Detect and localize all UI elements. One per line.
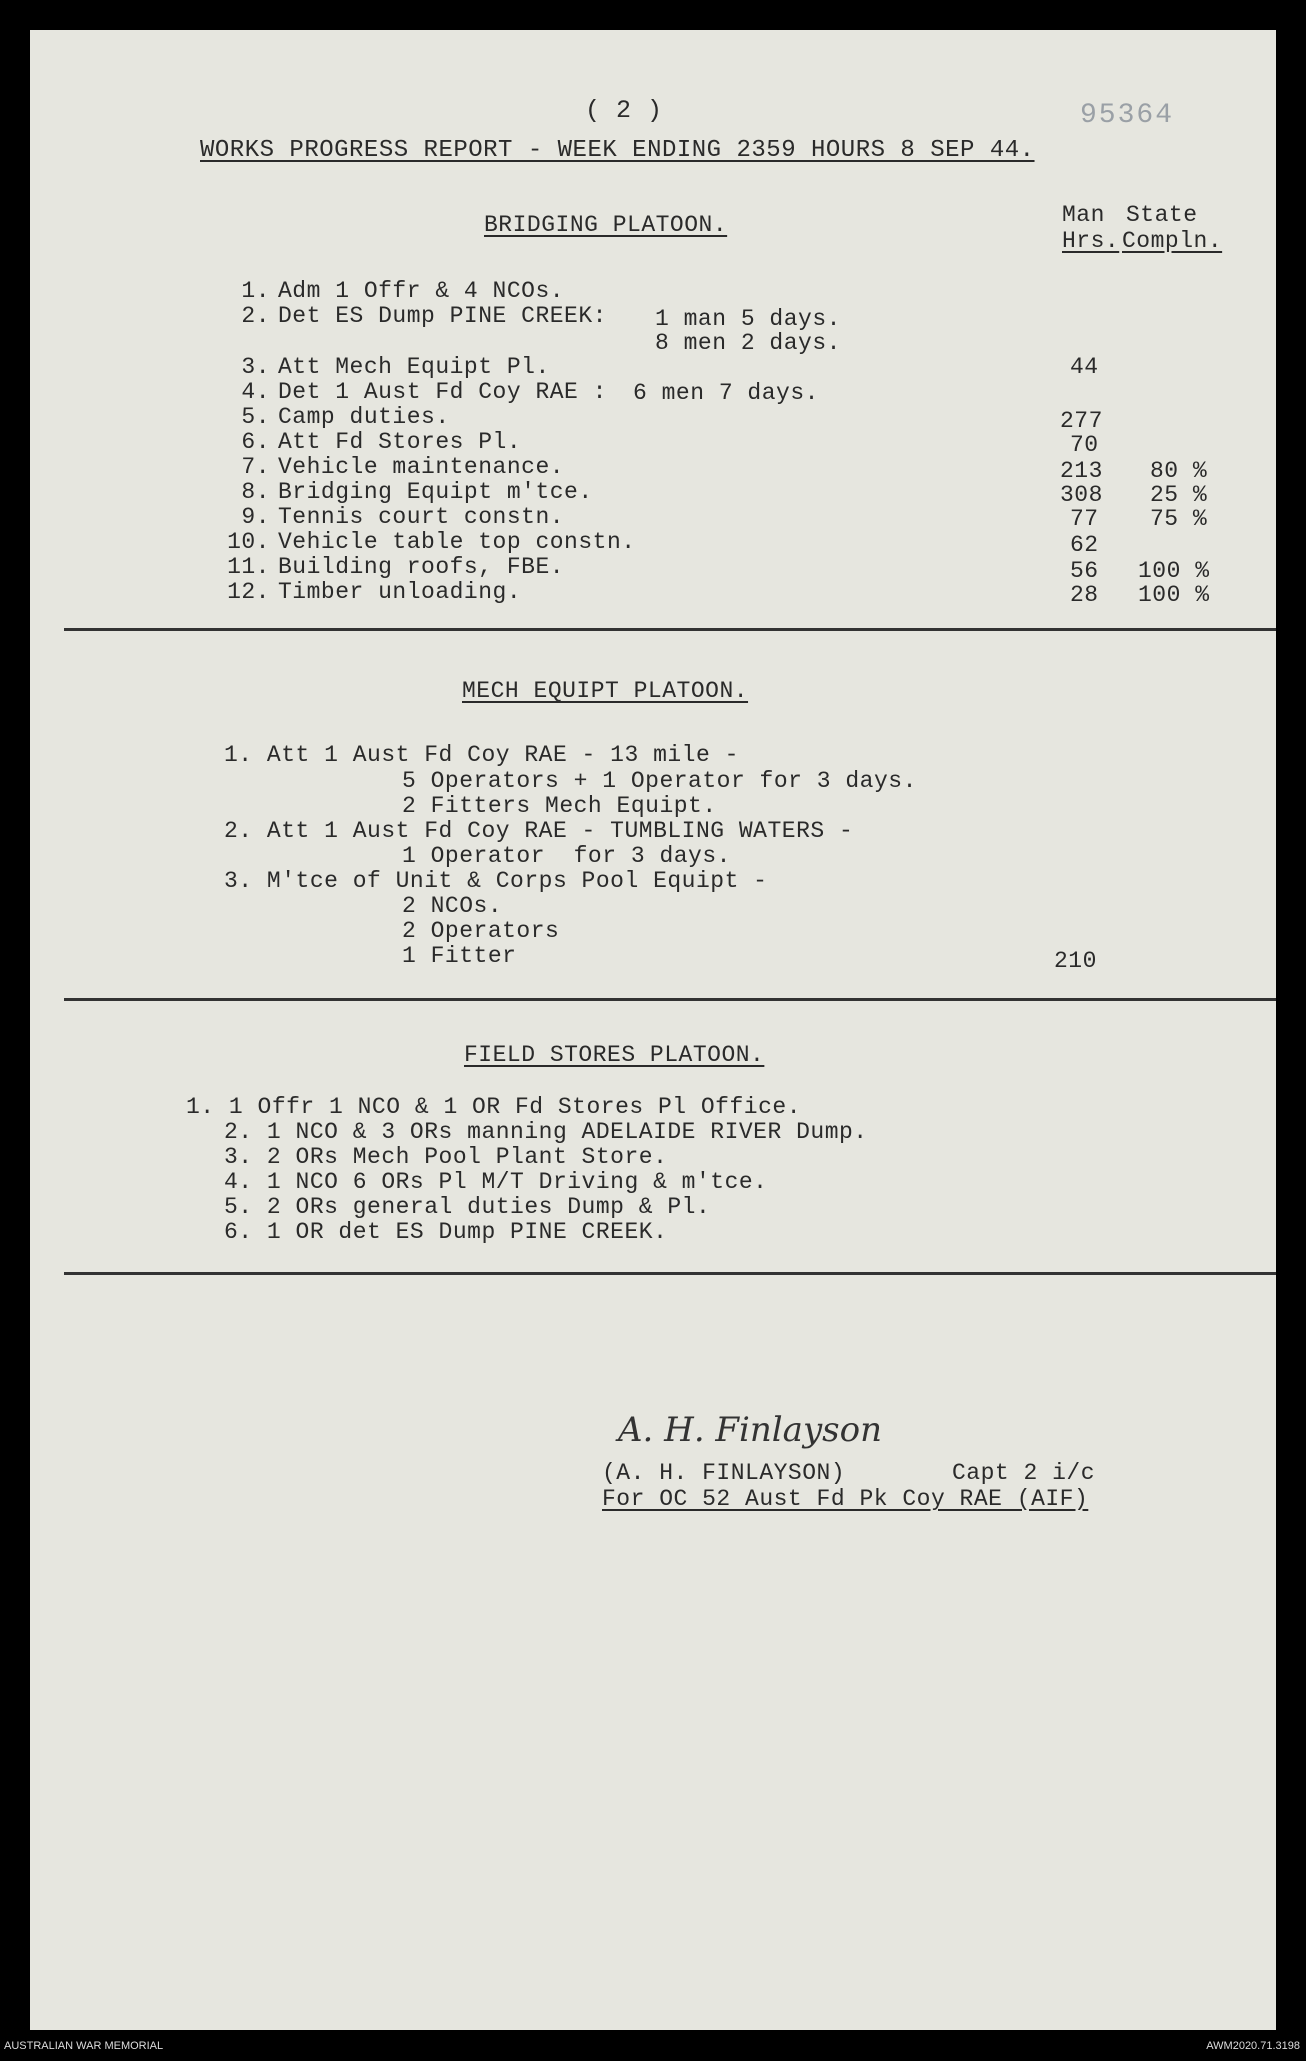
- field-line: 2. 1 NCO & 3 ORs manning ADELAIDE RIVER Dump.: [224, 1119, 868, 1145]
- bridging-item-state: 75 %: [1150, 506, 1208, 532]
- report-title: WORKS PROGRESS REPORT - WEEK ENDING 2359 HOURS 8 SEP 44.: [200, 137, 1035, 164]
- bridging-item-state: 100 %: [1138, 558, 1210, 584]
- section-divider: [64, 998, 1276, 1001]
- bridging-item-text: Vehicle maintenance.: [278, 454, 565, 480]
- bridging-item-text: Adm 1 Offr & 4 NCOs.: [278, 278, 565, 304]
- archive-stamp: 95364: [1080, 100, 1175, 131]
- bridging-item-text: Att Fd Stores Pl.: [278, 429, 522, 455]
- footer-right: AWM2020.71.3198: [1206, 2040, 1300, 2052]
- section-divider: [64, 1272, 1276, 1275]
- section-divider: [64, 628, 1276, 631]
- bridging-item-num: 5.: [241, 404, 270, 430]
- bridging-heading: BRIDGING PLATOON.: [484, 212, 728, 238]
- bridging-item-text: Camp duties.: [278, 404, 450, 430]
- bridging-item-num: 7.: [241, 454, 270, 480]
- bridging-item-extra: 1 man 5 days.: [655, 306, 841, 332]
- bridging-item-hrs: 77: [1070, 506, 1099, 532]
- bridging-item-hrs: 308: [1060, 482, 1103, 508]
- mech-line: 5 Operators + 1 Operator for 3 days.: [402, 768, 917, 794]
- bridging-item-extra: 6 men 7 days.: [633, 380, 819, 406]
- bridging-item-num: 11.: [227, 554, 270, 580]
- footer-left: AUSTRALIAN WAR MEMORIAL: [4, 2040, 164, 2052]
- signatory-for: For OC 52 Aust Fd Pk Coy RAE (AIF): [602, 1486, 1089, 1512]
- bridging-item-num: 4.: [241, 379, 270, 405]
- bridging-item-text: Bridging Equipt m'tce.: [278, 479, 593, 505]
- mech-line: 2 NCOs.: [402, 893, 503, 919]
- mech-line: 1 Operator for 3 days.: [402, 843, 731, 869]
- bridging-item-hrs: 56: [1070, 558, 1099, 584]
- bridging-item-text: Att Mech Equipt Pl.: [278, 354, 550, 380]
- bridging-item-num: 12.: [227, 579, 270, 605]
- bridging-item-num: 6.: [241, 429, 270, 455]
- man-hrs-header-2: Hrs.: [1062, 228, 1120, 254]
- bridging-item-num: 3.: [241, 354, 270, 380]
- bridging-item-hrs: 277: [1060, 408, 1103, 434]
- mech-hrs: 210: [1054, 948, 1097, 974]
- bridging-item-num: 8.: [241, 479, 270, 505]
- handwritten-signature: A. H. Finlayson: [618, 1410, 882, 1450]
- mech-line: 1 Fitter: [402, 943, 517, 969]
- mech-line: 2. Att 1 Aust Fd Coy RAE - TUMBLING WATERS -: [224, 818, 854, 844]
- mech-line: 2 Operators: [402, 918, 560, 944]
- mech-line: 2 Fitters Mech Equipt.: [402, 793, 717, 819]
- bridging-item-num: 10.: [227, 529, 270, 555]
- bridging-item-state: 80 %: [1150, 458, 1208, 484]
- field-heading: FIELD STORES PLATOON.: [464, 1042, 765, 1068]
- bridging-item-hrs: 44: [1070, 354, 1099, 380]
- field-line: 4. 1 NCO 6 ORs Pl M/T Driving & m'tce.: [224, 1169, 768, 1195]
- bridging-item-text: Vehicle table top constn.: [278, 529, 636, 555]
- mech-line: 3. M'tce of Unit & Corps Pool Equipt -: [224, 868, 768, 894]
- signatory-name: (A. H. FINLAYSON): [602, 1460, 846, 1486]
- bridging-item-state: 100 %: [1138, 582, 1210, 608]
- page-number: ( 2 ): [585, 96, 663, 125]
- bridging-item-text: Det 1 Aust Fd Coy RAE :: [278, 379, 607, 405]
- field-line: 1. 1 Offr 1 NCO & 1 OR Fd Stores Pl Office.: [186, 1094, 801, 1120]
- mech-line: 1. Att 1 Aust Fd Coy RAE - 13 mile -: [224, 742, 739, 768]
- bridging-item-hrs: 213: [1060, 458, 1103, 484]
- bridging-item-text: Timber unloading.: [278, 579, 522, 605]
- man-hrs-header-1: Man: [1062, 202, 1105, 228]
- bridging-item-state: 25 %: [1150, 482, 1208, 508]
- bridging-item-num: 2.: [241, 303, 270, 329]
- bridging-item-num: 1.: [241, 278, 270, 304]
- document-page: [30, 30, 1276, 2030]
- field-line: 3. 2 ORs Mech Pool Plant Store.: [224, 1144, 668, 1170]
- bridging-item-hrs: 70: [1070, 432, 1099, 458]
- bridging-item-hrs: 28: [1070, 582, 1099, 608]
- field-line: 6. 1 OR det ES Dump PINE CREEK.: [224, 1219, 668, 1245]
- signatory-rank: Capt 2 i/c: [952, 1460, 1096, 1486]
- bridging-item-text: Building roofs, FBE.: [278, 554, 565, 580]
- state-header-1: State: [1126, 202, 1198, 228]
- bridging-item-hrs: 62: [1070, 532, 1099, 558]
- bridging-item-text: Tennis court constn.: [278, 504, 565, 530]
- bridging-item-extra: 8 men 2 days.: [655, 330, 841, 356]
- field-line: 5. 2 ORs general duties Dump & Pl.: [224, 1194, 711, 1220]
- state-header-2: Compln.: [1122, 228, 1223, 254]
- mech-heading: MECH EQUIPT PLATOON.: [462, 678, 749, 704]
- bridging-item-text: Det ES Dump PINE CREEK:: [278, 303, 607, 329]
- bridging-item-num: 9.: [241, 504, 270, 530]
